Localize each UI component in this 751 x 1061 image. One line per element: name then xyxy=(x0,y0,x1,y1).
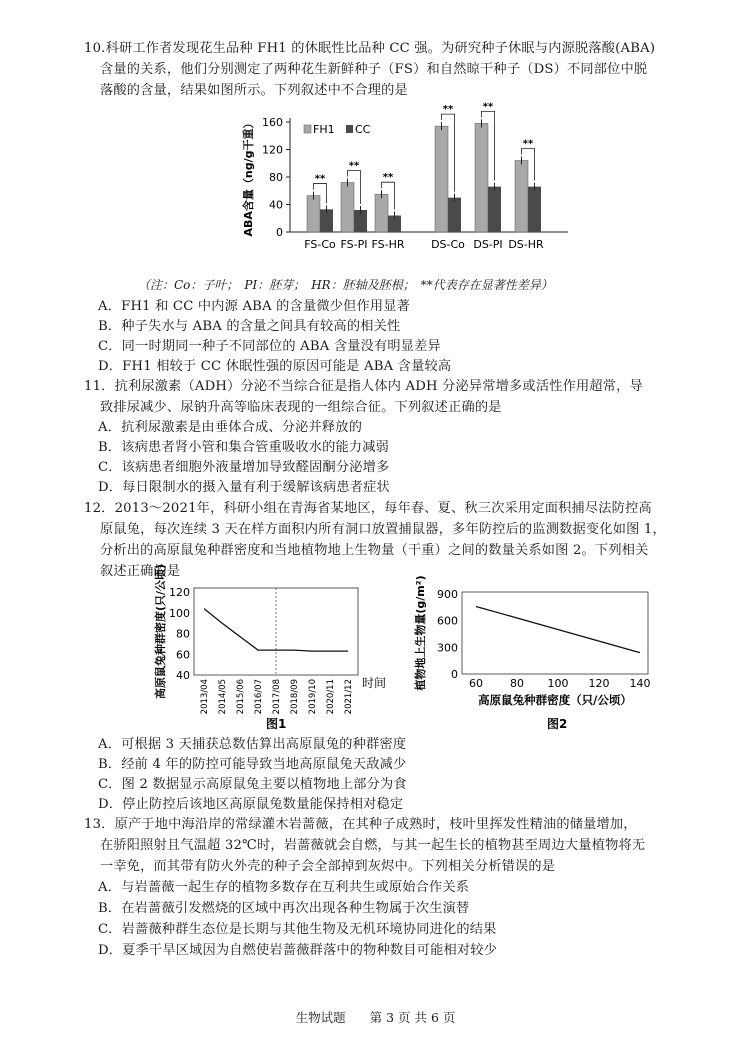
figure-caption: 图1 xyxy=(266,717,287,731)
y-tick-label: 300 xyxy=(437,641,458,655)
significance-mark: ** xyxy=(348,160,360,172)
x-tick-label: DS-HR xyxy=(508,238,544,251)
bar-fh1 xyxy=(307,196,320,232)
q11-option-a: A．抗利尿激素是由垂体合成、分泌并释放的 xyxy=(98,420,363,435)
legend-swatch-fh1 xyxy=(304,125,311,133)
q13-stem-line2: 在骄阳照射且气温超 32℃时，岩蔷薇就会自燃，与其一起生长的植物甚至周边大量植物将无 xyxy=(100,838,646,853)
q11-stem-line1: 11．抗利尿激素（ADH）分泌不当综合征是指人体内 ADH 分泌异常增多或活性作用超常，导 xyxy=(84,379,643,394)
x-tick-label: DS-Co xyxy=(431,238,465,251)
q11-option-c: C．该病患者细胞外液量增加导致醛固酮分泌增多 xyxy=(98,460,390,475)
x-tick-label: DS-PI xyxy=(473,238,503,251)
bar-fh1 xyxy=(341,183,354,233)
x-tick-label: 120 xyxy=(588,677,610,690)
page-footer xyxy=(0,1008,751,1026)
q10-stem-line1: 10.科研工作者发现花生品种 FH1 的休眠性比品种 CC 强。为研究种子休眠与内源脱落酸(ABA) xyxy=(84,41,656,56)
x-tick-label: FS-Co xyxy=(304,238,336,251)
q13-option-d: D．夏季干旱区域因为自燃使岩蔷薇群落中的物种数目可能相对较少 xyxy=(98,943,498,958)
x-tick-label: FS-HR xyxy=(371,238,405,251)
bar-fh1 xyxy=(375,194,388,232)
biomass-density-chart xyxy=(410,575,660,735)
x-tick-label: 2017/08 xyxy=(272,679,282,715)
y-tick-label: 120 xyxy=(169,586,190,599)
y-tick-label: 600 xyxy=(437,614,458,628)
x-axis-label: 高原鼠兔种群密度（只/公顷） xyxy=(478,693,632,707)
x-axis-label: 时间 xyxy=(362,676,387,690)
significance-mark: ** xyxy=(522,138,534,150)
y-tick-label: 100 xyxy=(169,606,190,620)
legend-label-cc: CC xyxy=(355,123,371,136)
x-tick-label: 2021/12 xyxy=(344,679,354,715)
x-tick-label: FS-PI xyxy=(340,238,368,251)
bar-fh1 xyxy=(475,123,488,232)
q10-chart-note: （注：Co：子叶； PI：胚芽； HR：胚轴及胚根； **代表存在显著性差异） xyxy=(138,278,553,292)
x-tick-label: 2015/06 xyxy=(236,679,246,715)
q12-stem-line2: 原鼠兔，每次连续 3 天在样方面积内所有洞口放置捕鼠器，多年防控后的监测数据变化如图 1， xyxy=(100,522,666,537)
q13-stem-line1: 13．原产于地中海沿岸的常绿灌木岩蔷薇，在其种子成熟时，枝叶里挥发性精油的储量增加， xyxy=(84,817,637,832)
q12-option-c: C．图 2 数据显示高原鼠兔主要以植物地上部分为食 xyxy=(98,777,407,792)
footer-subject: 生物试题 xyxy=(295,1010,346,1025)
x-tick-label: 80 xyxy=(510,677,524,690)
y-axis-label: 高原鼠兔种群密度(只/公顷) xyxy=(154,563,167,700)
x-tick-label: 2014/05 xyxy=(218,679,228,715)
q10-option-d: D．FH1 相较于 CC 休眠性强的原因可能是 ABA 含量较高 xyxy=(98,359,452,374)
q12-option-a: A．可根据 3 天捕获总数估算出高原鼠兔的种群密度 xyxy=(98,737,407,752)
q11-option-d: D．每日限制水的摄入量有利于缓解该病患者症状 xyxy=(98,480,390,495)
population-density-chart xyxy=(150,563,387,735)
bar-cc xyxy=(448,198,461,232)
x-tick-label: 2013/04 xyxy=(200,679,210,715)
q13-stem-line3: 一幸免，而其带有防火外壳的种子会全部掉到灰烬中。下列相关分析错误的是 xyxy=(100,859,556,874)
significance-mark: ** xyxy=(442,104,454,116)
q10-stem-line2: 含量的关系，他们分别测定了两种花生新鲜种子（FS）和自然晾干种子（DS）不同部位中脱 xyxy=(100,62,648,77)
y-tick-label: 0 xyxy=(276,226,283,239)
y-tick-label: 900 xyxy=(437,588,458,601)
q13-option-c: C．岩蔷薇种群生态位是长期与其他生物及无机环境协同进化的结果 xyxy=(98,922,497,937)
aba-bar-chart xyxy=(228,101,578,276)
q13-option-b: B．在岩蔷薇引发燃烧的区域中再次出现各种生物属于次生演替 xyxy=(98,901,470,916)
bar-fh1 xyxy=(435,126,448,232)
significance-mark: ** xyxy=(314,173,326,185)
q11-option-b: B．该病患者肾小管和集合管重吸收水的能力减弱 xyxy=(98,440,390,455)
q12-stem-line3: 分析出的高原鼠兔种群密度和当地植物地上生物量（干重）之间的数量关系如图 2。下列相关 xyxy=(100,543,649,558)
legend-swatch-cc xyxy=(346,125,353,133)
q12-stem-line4: 叙述正确的是 xyxy=(100,564,181,579)
x-tick-label: 100 xyxy=(547,677,569,690)
y-axis-label: 植物地上生物量(g/m²) xyxy=(414,575,427,691)
q13-option-a: A．与岩蔷薇一起生存的植物多数存在互利共生或原始合作关系 xyxy=(98,880,470,895)
q10-stem-line3: 落酸的含量，结果如图所示。下列叙述中不合理的是 xyxy=(100,83,408,98)
x-tick-label: 2016/07 xyxy=(254,679,264,715)
significance-mark: ** xyxy=(382,172,394,184)
q10-option-b: B．种子失水与 ABA 的含量之间具有较高的相关性 xyxy=(98,319,401,334)
y-tick-label: 0 xyxy=(451,668,458,681)
x-tick-label: 140 xyxy=(629,677,651,690)
y-tick-label: 60 xyxy=(176,648,190,662)
bar-fh1 xyxy=(515,161,528,233)
y-tick-label: 80 xyxy=(269,171,283,184)
biomass-line xyxy=(476,606,640,652)
y-tick-label: 40 xyxy=(176,669,190,682)
y-tick-label: 120 xyxy=(262,143,283,157)
x-tick-label: 2020/11 xyxy=(326,679,336,715)
x-tick-label: 2019/10 xyxy=(308,679,318,715)
q12-option-b: B．经前 4 年的防控可能导致当地高原鼠兔天敌减少 xyxy=(98,757,407,772)
y-axis-label: ABA含量（ng/g干重） xyxy=(242,117,255,237)
footer-page-number: 第 3 页 共 6 页 xyxy=(369,1010,456,1025)
q12-stem-line1: 12．2013～2021年，科研小组在青海省某地区，每年春、夏、秋三次采用定面积捕尽法防控高 xyxy=(84,501,652,516)
plot-frame xyxy=(462,592,648,674)
q10-option-c: C．同一时期同一种子不同部位的 ABA 含量没有明显差异 xyxy=(98,339,441,354)
q10-option-a: A．FH1 和 CC 中内源 ABA 的含量微少但作用显著 xyxy=(98,299,411,314)
y-tick-label: 40 xyxy=(269,198,283,212)
significance-mark: ** xyxy=(482,101,494,113)
x-tick-label: 60 xyxy=(469,677,483,690)
x-tick-label: 2018/09 xyxy=(290,679,300,715)
q12-option-d: D．停止防控后该地区高原鼠兔数量能保持相对稳定 xyxy=(98,797,404,812)
figure-caption: 图2 xyxy=(547,717,568,731)
bar-cc xyxy=(488,187,501,232)
q11-stem-line2: 致排尿减少、尿钠升高等临床表现的一组综合征。下列叙述正确的是 xyxy=(100,400,502,415)
legend-label-fh1: FH1 xyxy=(313,123,335,136)
y-tick-label: 160 xyxy=(262,116,283,129)
bar-cc xyxy=(528,187,541,232)
y-tick-label: 80 xyxy=(176,627,190,641)
